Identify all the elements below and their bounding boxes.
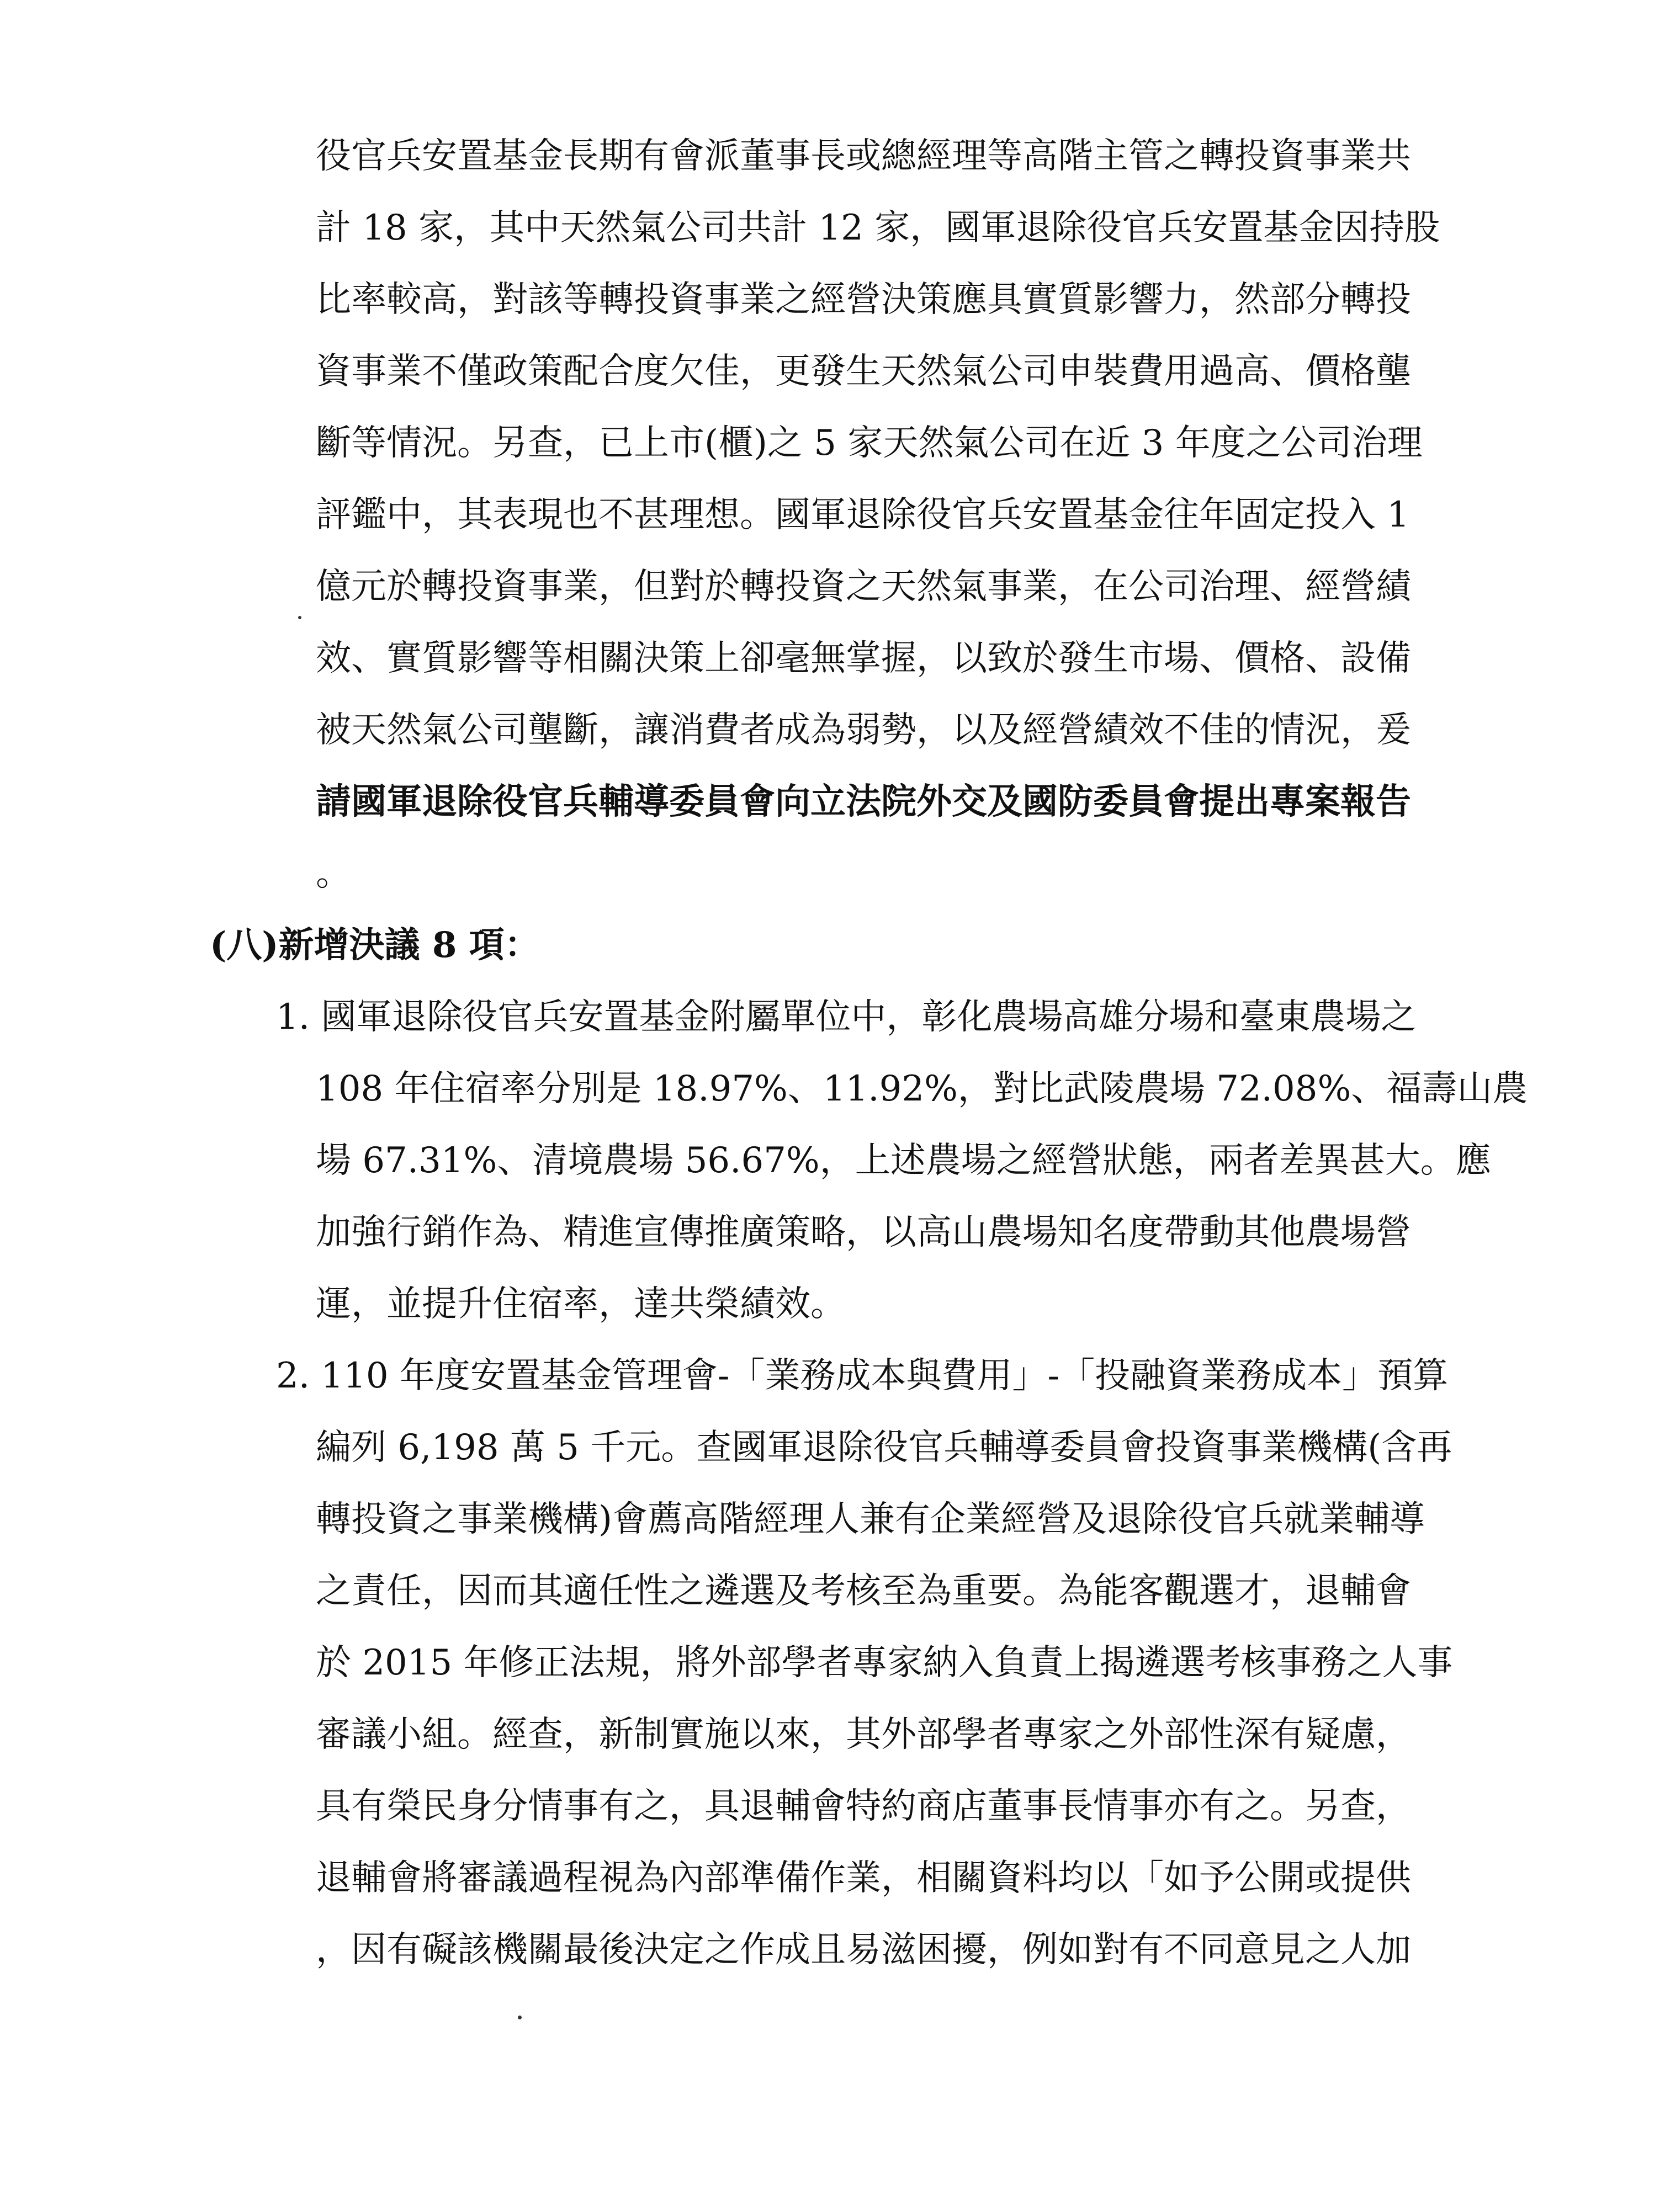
item1-line-1: 1. 國軍退除役官兵安置基金附屬單位中，彰化農場高雄分場和臺東農場之 <box>276 997 1417 1038</box>
paragraph-line-2: 計 18 家，其中天然氣公司共計 12 家，國軍退除役官兵安置基金因持股 <box>316 208 1440 248</box>
scan-speck <box>518 2016 522 2019</box>
paragraph-period: 。 <box>316 853 351 894</box>
item2-line-5: 於 2015 年修正法規，將外部學者專家納入負責上揭遴選考核事務之人事 <box>316 1642 1453 1683</box>
item2-line-6: 審議小組。經查，新制實施以來，其外部學者專家之外部性深有疑慮， <box>316 1714 1411 1755</box>
paragraph-line-9: 被天然氣公司壟斷，讓消費者成為弱勢，以及經營績效不佳的情況，爰 <box>316 710 1411 751</box>
paragraph-line-1: 役官兵安置基金長期有會派董事長或總經理等高階主管之轉投資事業共 <box>316 136 1411 177</box>
item2-line-3: 轉投資之事業機構)會薦高階經理人兼有企業經營及退除役官兵就業輔導 <box>316 1499 1425 1540</box>
paragraph-line-7: 億元於轉投資事業，但對於轉投資之天然氣事業，在公司治理、經營績 <box>316 566 1411 607</box>
item2-line-1: 2. 110 年度安置基金管理會-「業務成本與費用」-「投融資業務成本」預算 <box>276 1355 1449 1396</box>
item1-line-3: 場 67.31%、清境農場 56.67%，上述農場之經營狀態，兩者差異甚大。應 <box>316 1140 1491 1181</box>
paragraph-line-3: 比率較高，對該等轉投資事業之經營決策應具實質影響力，然部分轉投 <box>316 279 1411 320</box>
paragraph-line-4: 資事業不僅政策配合度欠佳，更發生天然氣公司申裝費用過高、價格壟 <box>316 351 1411 392</box>
item2-line-7: 具有榮民身分情事有之，具退輔會特約商店董事長情事亦有之。另查， <box>316 1786 1411 1827</box>
item1-line-2: 108 年住宿率分別是 18.97%、11.92%，對比武陵農場 72.08%、福壽山農 <box>316 1068 1528 1109</box>
item1-line-4: 加強行銷作為、精進宣傳推廣策略，以高山農場知名度帶動其他農場營 <box>316 1212 1411 1253</box>
item1-line-5: 運，並提升住宿率，達共榮績效。 <box>316 1284 846 1325</box>
paragraph-line-5: 斷等情況。另查，已上市(櫃)之 5 家天然氣公司在近 3 年度之公司治理 <box>316 423 1423 464</box>
item2-line-2: 編列 6,198 萬 5 千元。查國軍退除役官兵輔導委員會投資事業機構(含再 <box>316 1427 1452 1468</box>
section-heading: (八)新增決議 8 項： <box>210 924 540 966</box>
paragraph-line-6: 評鑑中，其表現也不甚理想。國軍退除役官兵安置基金往年固定投入 1 <box>316 494 1410 535</box>
paragraph-line-8: 效、實質影響等相關決策上卻毫無掌握，以致於發生市場、價格、設備 <box>316 638 1411 679</box>
item2-line-9: ，因有礙該機關最後決定之作成且易滋困擾，例如對有不同意見之人加 <box>316 1929 1411 1970</box>
item2-line-8: 退輔會將審議過程視為內部準備作業，相關資料均以「如予公開或提供 <box>316 1858 1411 1899</box>
paragraph-bold-request: 請國軍退除役官兵輔導委員會向立法院外交及國防委員會提出專案報告 <box>316 781 1411 822</box>
scan-speck <box>298 616 301 619</box>
item2-line-4: 之責任，因而其適任性之遴選及考核至為重要。為能客觀選才，退輔會 <box>316 1571 1411 1612</box>
